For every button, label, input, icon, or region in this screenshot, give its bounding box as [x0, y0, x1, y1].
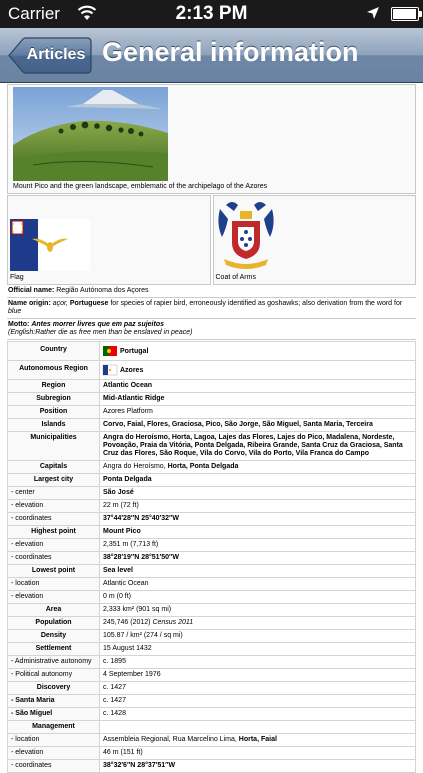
table-row — [8, 630, 416, 643]
row-label: Municipalities — [8, 432, 100, 461]
row-value: 15 August 1432 — [100, 643, 416, 656]
back-button-label: Articles — [26, 46, 86, 63]
row-value: 37°44′28″N 25°40′32″W — [100, 513, 416, 526]
table-row — [8, 669, 416, 682]
row-value — [100, 721, 416, 734]
row-label: Area — [8, 604, 100, 617]
row-value: 105.87 / km² (274 / sq mi) — [100, 630, 416, 643]
row-label: Largest city — [8, 474, 100, 487]
table-row — [8, 591, 416, 604]
hero-caption: Mount Pico and the green landscape, emblematic of the archipelago of the Azores — [13, 183, 268, 190]
table-row — [8, 539, 416, 552]
row-value: c. 1427 — [100, 682, 416, 695]
row-value: 22 m (72 ft) — [100, 500, 416, 513]
clock: 2:13 PM — [175, 3, 248, 24]
row-label: - coordinates — [8, 513, 100, 526]
table-row — [8, 526, 416, 539]
row-label: Population — [8, 617, 100, 630]
row-value: Mid-Atlantic Ridge — [100, 393, 416, 406]
hero-image-box — [7, 84, 416, 194]
table-row — [8, 361, 416, 380]
infobox-table — [7, 341, 416, 773]
row-value: Azores Platform — [100, 406, 416, 419]
row-value: 38°28′19″N 28°51′50″W — [100, 552, 416, 565]
mount-pico-photo — [13, 87, 168, 181]
back-button[interactable] — [8, 37, 92, 74]
row-value: 245,746 (2012) Census 2011 — [100, 617, 416, 630]
table-row — [8, 721, 416, 734]
row-label: Subregion — [8, 393, 100, 406]
coat-of-arms-cell — [213, 195, 417, 285]
table-row — [8, 461, 416, 474]
row-value — [100, 361, 416, 380]
table-row — [8, 656, 416, 669]
portugal-link[interactable]: Portugal — [120, 347, 149, 355]
azores-flag-icon — [103, 365, 117, 375]
row-value: Assembleia Regional, Rua Marcelino Lima, Horta, Faial — [100, 734, 416, 747]
row-label: - São Miguel — [8, 708, 100, 721]
row-value: 2,351 m (7,713 ft) — [100, 539, 416, 552]
table-row — [8, 617, 416, 630]
table-row — [8, 432, 416, 461]
carrier-label: Carrier — [8, 4, 60, 23]
table-row — [8, 487, 416, 500]
row-label: - Political autonomy — [8, 669, 100, 682]
row-value: Angra do Heroísmo, Horta, Lagoa, Lajes das Flores, Lajes do Pico, Madalena, Nordeste, Povoação, Praia da Vitória, Ponta Delgada, Ribeira Grande, Santa Cruz da Graciosa, Santa Cruz das Flores, São Roque, Vila do Corvo, Vila do Porto, Vila Franca do Campo — [100, 432, 416, 461]
coat-of-arms-caption: Coat of Arms — [215, 274, 256, 281]
row-label: Highest point — [8, 526, 100, 539]
row-label: Country — [8, 342, 100, 361]
coat-of-arms-image[interactable] — [216, 199, 276, 271]
row-label: - elevation — [8, 539, 100, 552]
row-value — [100, 342, 416, 361]
row-label: Lowest point — [8, 565, 100, 578]
flag-cell — [7, 195, 211, 285]
portugal-flag-icon — [103, 346, 117, 356]
page-title: General information — [102, 37, 359, 67]
row-value: 46 m (151 ft) — [100, 747, 416, 760]
row-label: Region — [8, 380, 100, 393]
table-row — [8, 695, 416, 708]
status-bar — [0, 0, 423, 28]
table-row — [8, 682, 416, 695]
row-label: - location — [8, 578, 100, 591]
row-label: Density — [8, 630, 100, 643]
article-content[interactable] — [0, 84, 423, 769]
navigation-bar — [0, 28, 423, 83]
table-row — [8, 578, 416, 591]
row-value: Atlantic Ocean — [100, 380, 416, 393]
row-label: - elevation — [8, 591, 100, 604]
motto: Motto: Antes morrer livres que em paz sujeitos (English:Rather die as free men than be enslaved in peace) — [7, 319, 416, 340]
row-value: Atlantic Ocean — [100, 578, 416, 591]
row-label: Capitals — [8, 461, 100, 474]
row-label: Islands — [8, 419, 100, 432]
table-row — [8, 604, 416, 617]
row-label: - elevation — [8, 747, 100, 760]
row-label: Autonomous Region — [8, 361, 100, 380]
official-name: Official name: Região Autónoma dos Açores — [7, 285, 416, 298]
row-label: - coordinates — [8, 760, 100, 773]
row-label: Position — [8, 406, 100, 419]
table-row — [8, 734, 416, 747]
table-row — [8, 552, 416, 565]
row-label: Discovery — [8, 682, 100, 695]
table-row — [8, 643, 416, 656]
row-label: - center — [8, 487, 100, 500]
row-label: - Santa Maria — [8, 695, 100, 708]
table-row — [8, 760, 416, 773]
table-row — [8, 474, 416, 487]
table-row — [8, 708, 416, 721]
row-value: c. 1427 — [100, 695, 416, 708]
table-row — [8, 380, 416, 393]
row-value: Corvo, Faial, Flores, Graciosa, Pico, São Jorge, São Miguel, Santa Maria, Terceira — [100, 419, 416, 432]
row-value: Sea level — [100, 565, 416, 578]
row-value: 2,333 km² (901 sq mi) — [100, 604, 416, 617]
row-value: 38°32′6″N 28°37′51″W — [100, 760, 416, 773]
row-label: - location — [8, 734, 100, 747]
portuguese-link[interactable]: Portuguese — [69, 300, 109, 307]
row-label: Management — [8, 721, 100, 734]
row-value: c. 1895 — [100, 656, 416, 669]
table-row — [8, 500, 416, 513]
row-label: Settlement — [8, 643, 100, 656]
row-value: 0 m (0 ft) — [100, 591, 416, 604]
row-label: - elevation — [8, 500, 100, 513]
row-label: - coordinates — [8, 552, 100, 565]
row-value: São José — [100, 487, 416, 500]
row-value: Ponta Delgada — [100, 474, 416, 487]
table-row — [8, 747, 416, 760]
table-row — [8, 393, 416, 406]
table-row — [8, 419, 416, 432]
table-row — [8, 565, 416, 578]
azores-flag-image[interactable] — [10, 219, 90, 271]
flags-section — [7, 195, 416, 285]
location-arrow-icon — [366, 6, 380, 20]
battery-icon — [391, 7, 419, 21]
row-value: c. 1428 — [100, 708, 416, 721]
row-value: Angra do Heroísmo, Horta, Ponta Delgada — [100, 461, 416, 474]
table-row — [8, 406, 416, 419]
table-row — [8, 513, 416, 526]
name-origin: Name origin: açor, Portuguese for species of rapier bird, erroneously identified as goshawks; also derivation from the word for blue — [7, 298, 416, 319]
row-label: - Administrative autonomy — [8, 656, 100, 669]
row-value: 4 September 1976 — [100, 669, 416, 682]
table-row — [8, 342, 416, 361]
flag-caption: Flag — [10, 274, 24, 281]
azores-link[interactable]: Azores — [120, 366, 144, 374]
row-value: Mount Pico — [100, 526, 416, 539]
